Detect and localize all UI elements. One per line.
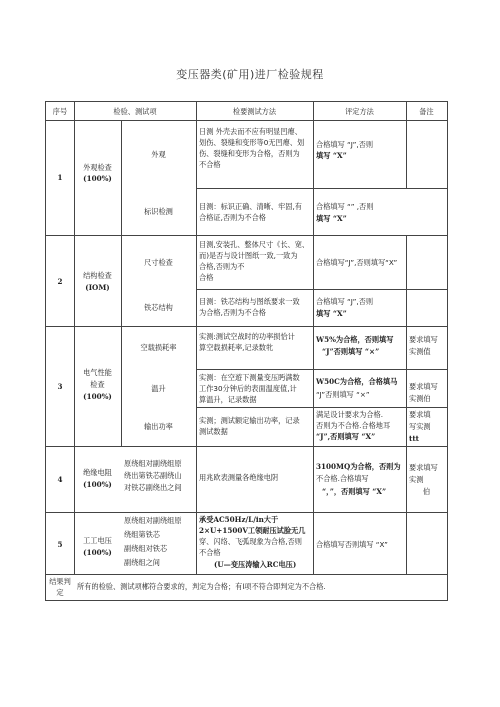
sub-item-text: 副绕组对铁芯 — [124, 544, 168, 553]
remark-text: 伯 — [422, 487, 431, 496]
method-text: 用兆欧表测量各绝缘电阴 — [199, 473, 279, 482]
remark-text: 实测值 — [409, 347, 431, 356]
row-line — [46, 574, 447, 575]
row-seq: 5 — [57, 540, 63, 549]
result-label: 结果判 — [49, 577, 71, 586]
category-label: 结构检查 — [83, 271, 112, 280]
method-text: 算空载损耗率,记录数牝 — [199, 343, 274, 352]
method-text: 穿、闪络、飞弧现象为合格,否则 — [199, 537, 302, 546]
row-line — [46, 120, 447, 121]
result-label: 定 — [56, 588, 64, 597]
remark-text: 要求填写 — [409, 463, 438, 472]
document-title: 变压器类(矿用)进厂检验规程 — [176, 68, 324, 81]
sub-item-text: 原绕组对副绕组原 — [124, 459, 182, 468]
criteria-text: “，”，否则填写 “X” — [322, 487, 387, 496]
criteria-text: “J”否则填写 “×” — [316, 390, 370, 399]
method-text: 合格 — [199, 273, 214, 282]
method-text: 为合格,否则为不合格 — [199, 308, 266, 317]
row-seq: 4 — [57, 475, 63, 484]
criteria-text: 合格填写“J”,否则填写“X” — [316, 258, 398, 267]
col-line — [196, 102, 197, 574]
category-sampling: (IOM) — [85, 283, 110, 292]
remark-text: ttt — [409, 434, 419, 443]
category-sampling: (100%) — [83, 548, 112, 557]
row-line — [196, 369, 447, 370]
row-seq: 2 — [57, 277, 63, 286]
category-label: 电气性能 — [83, 368, 112, 377]
method-text: 目测：铁芯结构与图纸要求一致 — [199, 297, 300, 306]
sub-item: 标识检测 — [144, 207, 173, 216]
remark-text: 要求填写 — [409, 382, 438, 391]
criteria-text: “J”,否则填写 “X” — [316, 432, 376, 441]
header-item: 检验、测试项 — [113, 107, 157, 116]
row-seq: 3 — [57, 382, 63, 391]
method-text: 不合格 — [199, 548, 221, 557]
category-label: 绝缘电阻 — [83, 468, 112, 477]
header-criteria: 评定方法 — [345, 107, 374, 116]
criteria-text: 合格填写 “J”,否则 — [316, 140, 374, 149]
sub-item: 尺寸检查 — [144, 258, 173, 267]
remark-text: 要求填 — [409, 410, 431, 419]
method-text: 实测；测试额定输出功率，记录 — [199, 416, 300, 425]
method-text: 算温升，记录数据 — [199, 395, 257, 404]
sub-item-text: 对铁芯副绕出之间 — [124, 483, 182, 492]
sub-item: 输出功率 — [144, 422, 173, 431]
header-seq: 序号 — [52, 107, 68, 116]
criteria-text: 填写 “X” — [316, 151, 347, 160]
method-text: 承受AC50Hz/L/in大于 — [199, 515, 279, 524]
result-text: 所有的检验、测试项郴符合要求的，判定为合格；有l项不符合即判定为不合格. — [77, 582, 326, 591]
method-text: 伤、裂缝和变形为合格，否则为 — [199, 149, 300, 158]
method-text: 2×U+1500V工领耐压试脸无几 — [199, 526, 306, 535]
method-text: 而)是否与设计图纸一致,一致为 — [199, 251, 298, 260]
sub-item: 温升 — [151, 384, 166, 393]
criteria-text: W50C为合格，合格填马 — [316, 377, 398, 386]
category-label: 检查 — [90, 380, 105, 389]
method-text: 目测：标识正确、清晰、牢固,有 — [199, 202, 302, 211]
sub-item-text: 副绕组之间 — [124, 558, 160, 567]
remark-text: 实测伯 — [409, 394, 431, 403]
category-sampling: (100%) — [83, 174, 112, 183]
criteria-text: 满足设计要求为合格. — [316, 410, 383, 419]
method-text: 测试数据 — [199, 427, 228, 436]
sub-item: 外观 — [151, 150, 166, 159]
header-method: 检要测试方法 — [232, 107, 277, 116]
sub-item: 铁芯结构 — [144, 303, 173, 312]
category-label: 外观检查 — [83, 163, 112, 172]
criteria-text: 否则为不合格.合格地耳 — [316, 421, 391, 430]
sub-item-text: 绕出第铁芯副绕山 — [124, 471, 182, 480]
col-line — [121, 120, 122, 446]
category-sampling: (100%) — [83, 392, 112, 401]
row-line — [196, 407, 447, 408]
method-text: 日测 外壳去而不应有明显凹瘪、 — [199, 127, 302, 136]
method-text: 目测,安装孔、整体尺寸《长、宽、 — [199, 240, 310, 249]
category-sampling: (100%) — [83, 480, 112, 489]
sub-item: 空载损耗率 — [140, 343, 177, 352]
method-text: 划伤、裂缝和变形等0无凹瘪、划 — [199, 138, 305, 147]
remark-text: 写实测 — [409, 422, 431, 431]
criteria-text: 合格填写 “” ,否则 — [316, 202, 374, 211]
method-text: 不合格 — [199, 160, 221, 169]
row-line — [46, 446, 447, 447]
method-text: (U—变压涛输入RC电压) — [214, 560, 297, 569]
sub-item-text: 绕组第铁芯 — [124, 530, 160, 539]
row-line — [196, 188, 447, 189]
category-label: 工工电压 — [83, 536, 112, 545]
row-line — [46, 512, 447, 513]
criteria-text: 3100MQ为合格，否则为 — [316, 462, 401, 471]
criteria-text: 填写 “X” — [316, 309, 347, 318]
row-line — [196, 289, 447, 290]
sub-item-text: 原绕组对副绕组原 — [124, 516, 182, 525]
method-text: 工作30分钟后的表面温度值,计 — [199, 384, 297, 393]
row-line — [46, 235, 447, 236]
criteria-text: 填写 “X” — [316, 214, 347, 223]
method-text: 实测：在空遊下测量变压眄满数 — [199, 373, 300, 382]
col-line — [313, 102, 314, 574]
criteria-text: 合格填写否则填写 “X” — [316, 540, 388, 549]
criteria-text: “J”否则填写 “×” — [322, 347, 380, 356]
method-text: 合格证,否则为不合格 — [199, 213, 266, 222]
remark-text: 实测 — [409, 475, 424, 484]
criteria-text: 合格填写 “J”,否则 — [316, 297, 374, 306]
header-remark: 备注 — [419, 107, 434, 116]
criteria-text: W5%为合格，否则填写 — [316, 335, 394, 344]
col-line — [406, 235, 407, 574]
row-line — [46, 326, 447, 327]
method-text: 实测:测试空战时的功率损恰计 — [199, 332, 295, 341]
remark-text: 要求填写 — [409, 335, 438, 344]
inspection-table — [45, 101, 448, 601]
criteria-text: 不合格.合格填写 — [316, 474, 369, 483]
method-text: 合格,否则为不 — [199, 262, 245, 271]
row-seq: 1 — [57, 173, 63, 182]
